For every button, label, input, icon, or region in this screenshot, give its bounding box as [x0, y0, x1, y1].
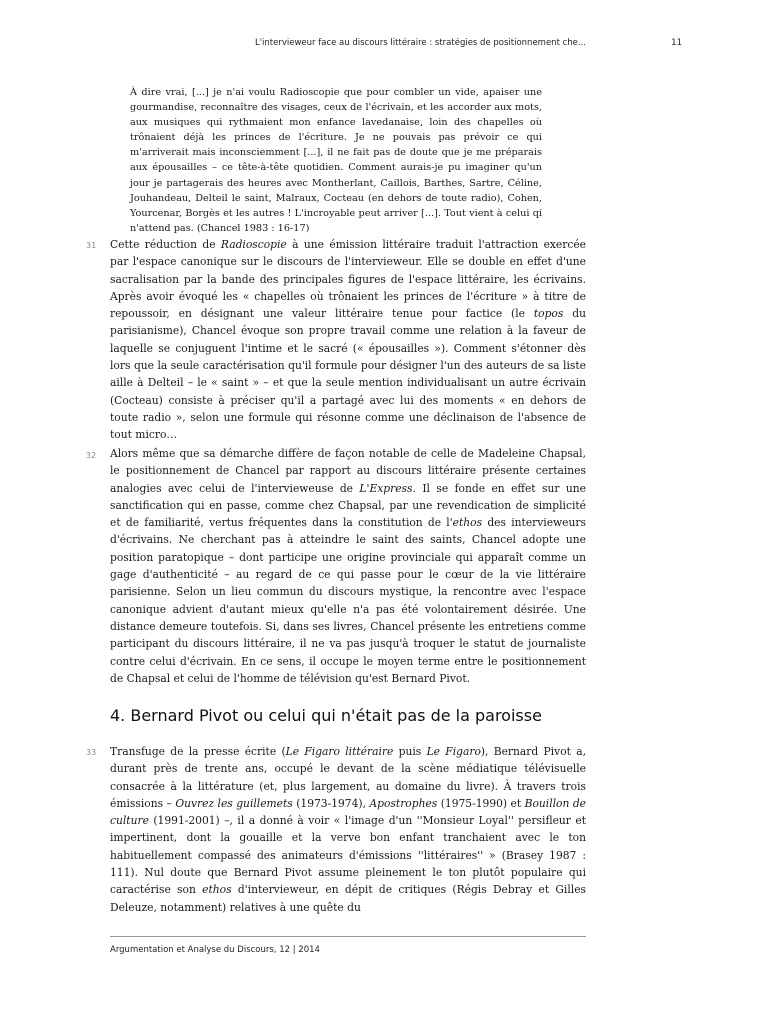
- text-run: Cette réduction de: [110, 238, 221, 251]
- italic-text: ethos: [202, 883, 232, 897]
- paragraph-number-31: 31: [86, 241, 97, 250]
- italic-text: topos: [533, 307, 564, 321]
- running-title: L'intervieweur face au discours littéraire : stratégies de positionnement che...: [254, 38, 586, 48]
- italic-text: Le Figaro littéraire: [285, 745, 394, 758]
- italic-text: L'Express: [359, 481, 413, 495]
- text-run: des intervieweurs d'écrivains. Ne cherchant pas à atteindre le saint des saints, Chancel adopte une position paratopique – dont participe une origine provinciale qui apparaît comme un gage d'authenticité – au regard de ce qui passe pour le cœur de la vie littéraire parisienne. Selon un lieu commun du discours mystique, la rencontre avec l'espace canonique advient d'autant mieux qu'elle n'a pas été volontairement désirée. Une distance demeure toutefois. Si, dans ses livres, Chancel présente les entretiens comme participant du discours littéraire, il ne va pas jusqu'à troquer le statut de journaliste contre celui d'écrivain. En ce sens, il occupe le moyen terme entre le positionnement de Chapsal et celui de l'homme de télévision qu'est Bernard Pivot.: [110, 516, 586, 685]
- paragraph-33: [110, 743, 586, 916]
- text-run: d'intervieweur, en dépit de critiques (Régis Debray et Gilles Deleuze, notamment) relatives à une quête du: [110, 883, 586, 914]
- text-run: du parisianisme), Chancel évoque son propre travail comme une relation à la faveur de laquelle se conjuguent l'intime et le sacré (« épousailles »). Comment s'étonner dès lors que la seule caractérisation qu'il formule pour désigner l'un des auteurs de sa liste aille à Delteil – le « saint » – et que la seule mention individualisant un autre écrivain (Cocteau) consiste à préciser qu'il a partagé avec lui des moments « en dehors de toute radio », selon une formule qui résonne comme une déclinaison de l'absence de tout micro…: [110, 307, 586, 442]
- paragraph-31: [110, 236, 586, 444]
- text-run: Transfuge de la presse écrite (: [110, 745, 286, 758]
- paragraph-number-32: 32: [86, 451, 97, 460]
- italic-text: Bouillon de culture: [110, 796, 586, 828]
- text-run: (1973-1974),: [292, 796, 370, 810]
- footer-divider: [110, 936, 586, 937]
- italic-text: Apostrophes: [369, 796, 438, 810]
- paragraph-number-33: 33: [86, 748, 97, 757]
- block-quote: À dire vrai, [...] je n'ai voulu Radioscopie que pour combler un vide, apaiser une gourmandise, reconnaître des visages, ceux de l'écrivain, et les accorder aux mots, aux musiques qui rythmaient mon enfance lavedanaise, loin des chapelles où trônaient déjà les princes de l'écriture. Je ne pouvais pas prévoir ce qui m'arriverait mais inconsciemment [...], il ne fait pas de doute que je me préparais aux épousailles – ce tête-à-tête quotidien. Comment aurais-je pu imaginer qu'un jour je partagerais des heures avec Montherlant, Caillois, Barthes, Sartre, Céline, Jouhandeau, Delteil le saint, Malraux, Cocteau (en dehors de toute radio), Cohen, Yourcenar, Borgès et les autres ! L'incroyable peut arriver [...]. Tout vient à celui qi n'attend pas. (Chancel 1983 : 16-17): [130, 87, 542, 234]
- section-heading: 4. Bernard Pivot ou celui qui n'était pas de la paroisse: [110, 706, 542, 725]
- text-run: Alors même que sa démarche diffère de façon notable de celle de Madeleine Chapsal, le positionnement de Chancel par rapport au discours littéraire présente certaines analogies avec celui de l'intervieweuse de: [110, 447, 586, 495]
- text-run: . Il se fonde en effet sur une sanctification qui en passe, comme chez Chapsal, par une revendication de simplicité et de familiarité, vertus fréquentes dans la constitution de l': [110, 481, 586, 530]
- text-run: (1975-1990) et: [437, 796, 525, 810]
- footer-citation: Argumentation et Analyse du Discours, 12 | 2014: [110, 945, 320, 955]
- italic-text: Ouvrez les guillemets: [175, 796, 293, 810]
- italic-text: ethos: [452, 516, 483, 530]
- italic-text: Radioscopie: [220, 238, 287, 251]
- italic-text: Le Figaro: [426, 745, 481, 758]
- text-run: à une émission littéraire traduit l'attraction exercée par l'espace canonique sur le discours de l'intervieweur. Elle se double en effet d'une sacralisation par la bande des principales figures de l'espace littéraire, les écrivains. Après avoir évoqué les « chapelles où trônaient les princes de l'écriture » à titre de repoussoir, en désignant une valeur littéraire tenue pour factice (le: [110, 238, 587, 321]
- text-run: ), Bernard Pivot a, durant près de trente ans, occupé le devant de la scène médiatique télévisuelle consacrée à la littérature (et, plus largement, au domaine du livre). À travers trois émissions –: [110, 745, 586, 810]
- paragraph-32: [110, 445, 586, 687]
- page-number: 11: [671, 38, 682, 48]
- text-run: (1991-2001) –, il a donné à voir « l'image d'un ''Monsieur Loyal'' persifleur et impertinent, dont la gouaille et la verve bon enfant tranchaient avec le ton habituellement compassé des animateurs d'émissions ''littéraires'' » (Brasey 1987 : 111). Nul doute que Bernard Pivot assume pleinement le ton plutôt populaire qui caractérise son: [110, 814, 586, 897]
- text-run: puis: [393, 745, 427, 758]
